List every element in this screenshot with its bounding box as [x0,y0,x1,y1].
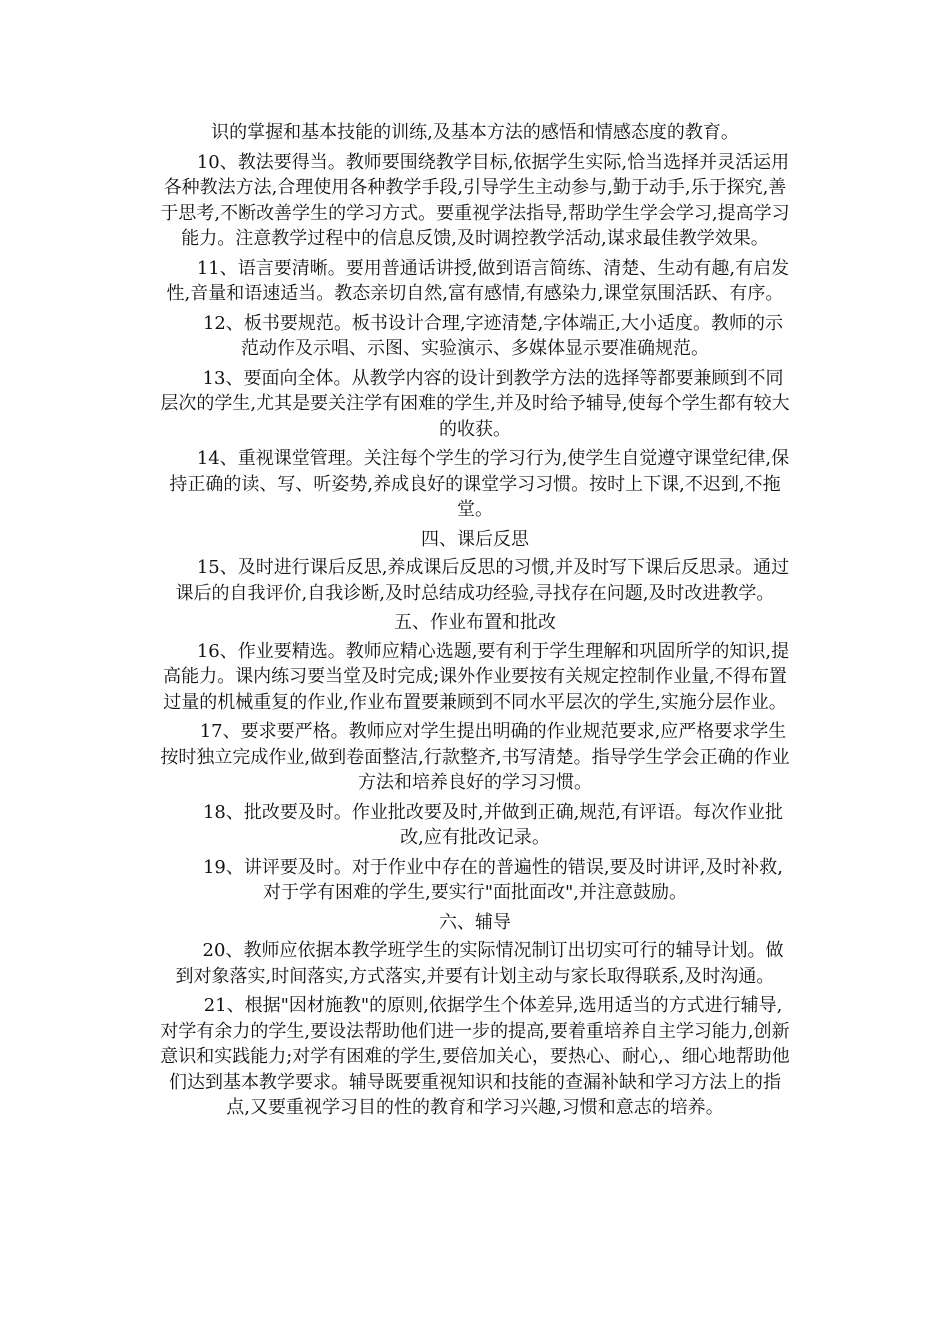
paragraph-11: 11、语言要清晰。要用普通话讲授,做到语言简练、清楚、生动有趣,有启发性,音量和语速适当。教态亲切自然,富有感情,有感染力,课堂氛围活跃、有序。 [166,257,790,304]
paragraph-13: 13、要面向全体。从教学内容的设计到教学方法的选择等都要兼顾到不同层次的学生,尤其是要关注学有困难的学生,并及时给予辅导,使每个学生都有较大的收获。 [160,367,790,440]
paragraph-18: 18、批改要及时。作业批改要及时,并做到正确,规范,有评语。每次作业批改,应有批改记录。 [202,801,784,848]
paragraph-10: 10、教法要得当。教师要围绕教学目标,依据学生实际,恰当选择并灵活运用各种教法方法,合理使用各种教学手段,引导学生主动参与,勤于动手,乐于探究,善于思考,不断改善学生的学习方式。要重视学法指导,帮助学生学会学习,提高学习能力。注意教学过程中的信息反馈,及时调控教学活动,谋求最佳教学效果。 [160,151,790,249]
paragraph-20: 20、教师应依据本教学班学生的实际情况制订出切实可行的辅导计划。做到对象落实,时间落实,方式落实,并要有计划主动与家长取得联系,及时沟通。 [175,940,784,987]
paragraph-continued: 识的掌握和基本技能的训练,及基本方法的感悟和情感态度的教育。 [211,122,739,143]
paragraph-19: 19、讲评要及时。对于作业中存在的普遍性的错误,要及时讲评,及时补救,对于学有困难的学生,要实行"面批面改",并注意鼓励。 [202,856,784,903]
section-heading-reflection: 四、课后反思 [421,528,529,550]
section-heading-tutoring: 六、辅导 [439,911,511,933]
paragraph-17: 17、要求要严格。教师应对学生提出明确的作业规范要求,应严格要求学生按时独立完成作业,做到卷面整洁,行款整齐,书写清楚。指导学生学会正确的作业方法和培养良好的学习习惯。 [160,721,790,793]
paragraph-16: 16、作业要精选。教师应精心选题,要有利于学生理解和巩固所学的知识,提高能力。课内练习要当堂及时完成;课外作业要按有关规定控制作业量,不得布置过量的机械重复的作业,作业布置要兼顾到不同水平层次的学生,实施分层作业。 [163,640,790,713]
document-page [160,120,790,1125]
section-heading-homework: 五、作业布置和批改 [394,612,556,633]
paragraph-15: 15、及时进行课后反思,养成课后反思的习惯,并及时写下课后反思录。通过课后的自我评价,自我诊断,及时总结成功经验,寻找存在问题,及时改进教学。 [175,557,790,604]
paragraph-14: 14、重视课堂管理。关注每个学生的学习行为,使学生自觉遵守课堂纪律,保持正确的读、写、听姿势,养成良好的课堂学习习惯。按时上下课,不迟到,不拖堂。 [169,448,790,520]
paragraph-12: 12、板书要规范。板书设计合理,字迹清楚,字体端正,大小适度。教师的示范动作及示唱、示图、实验演示、多媒体显示要准确规范。 [202,312,784,359]
paragraph-21: 21、根据"因材施教"的原则,依据学生个体差异,选用适当的方式进行辅导,对学有余力的学生,要设法帮助他们进一步的提高,要着重培养自主学习能力,创新意识和实践能力;对学有困难的学生,要倍加关心，要热心、耐心,、细心地帮助他们达到基本教学要求。辅导既要重视知识和技能的查漏补缺和学习方法上的指点,又要重视学习目的性的教育和学习兴趣,习惯和意志的培养。 [160,995,790,1118]
